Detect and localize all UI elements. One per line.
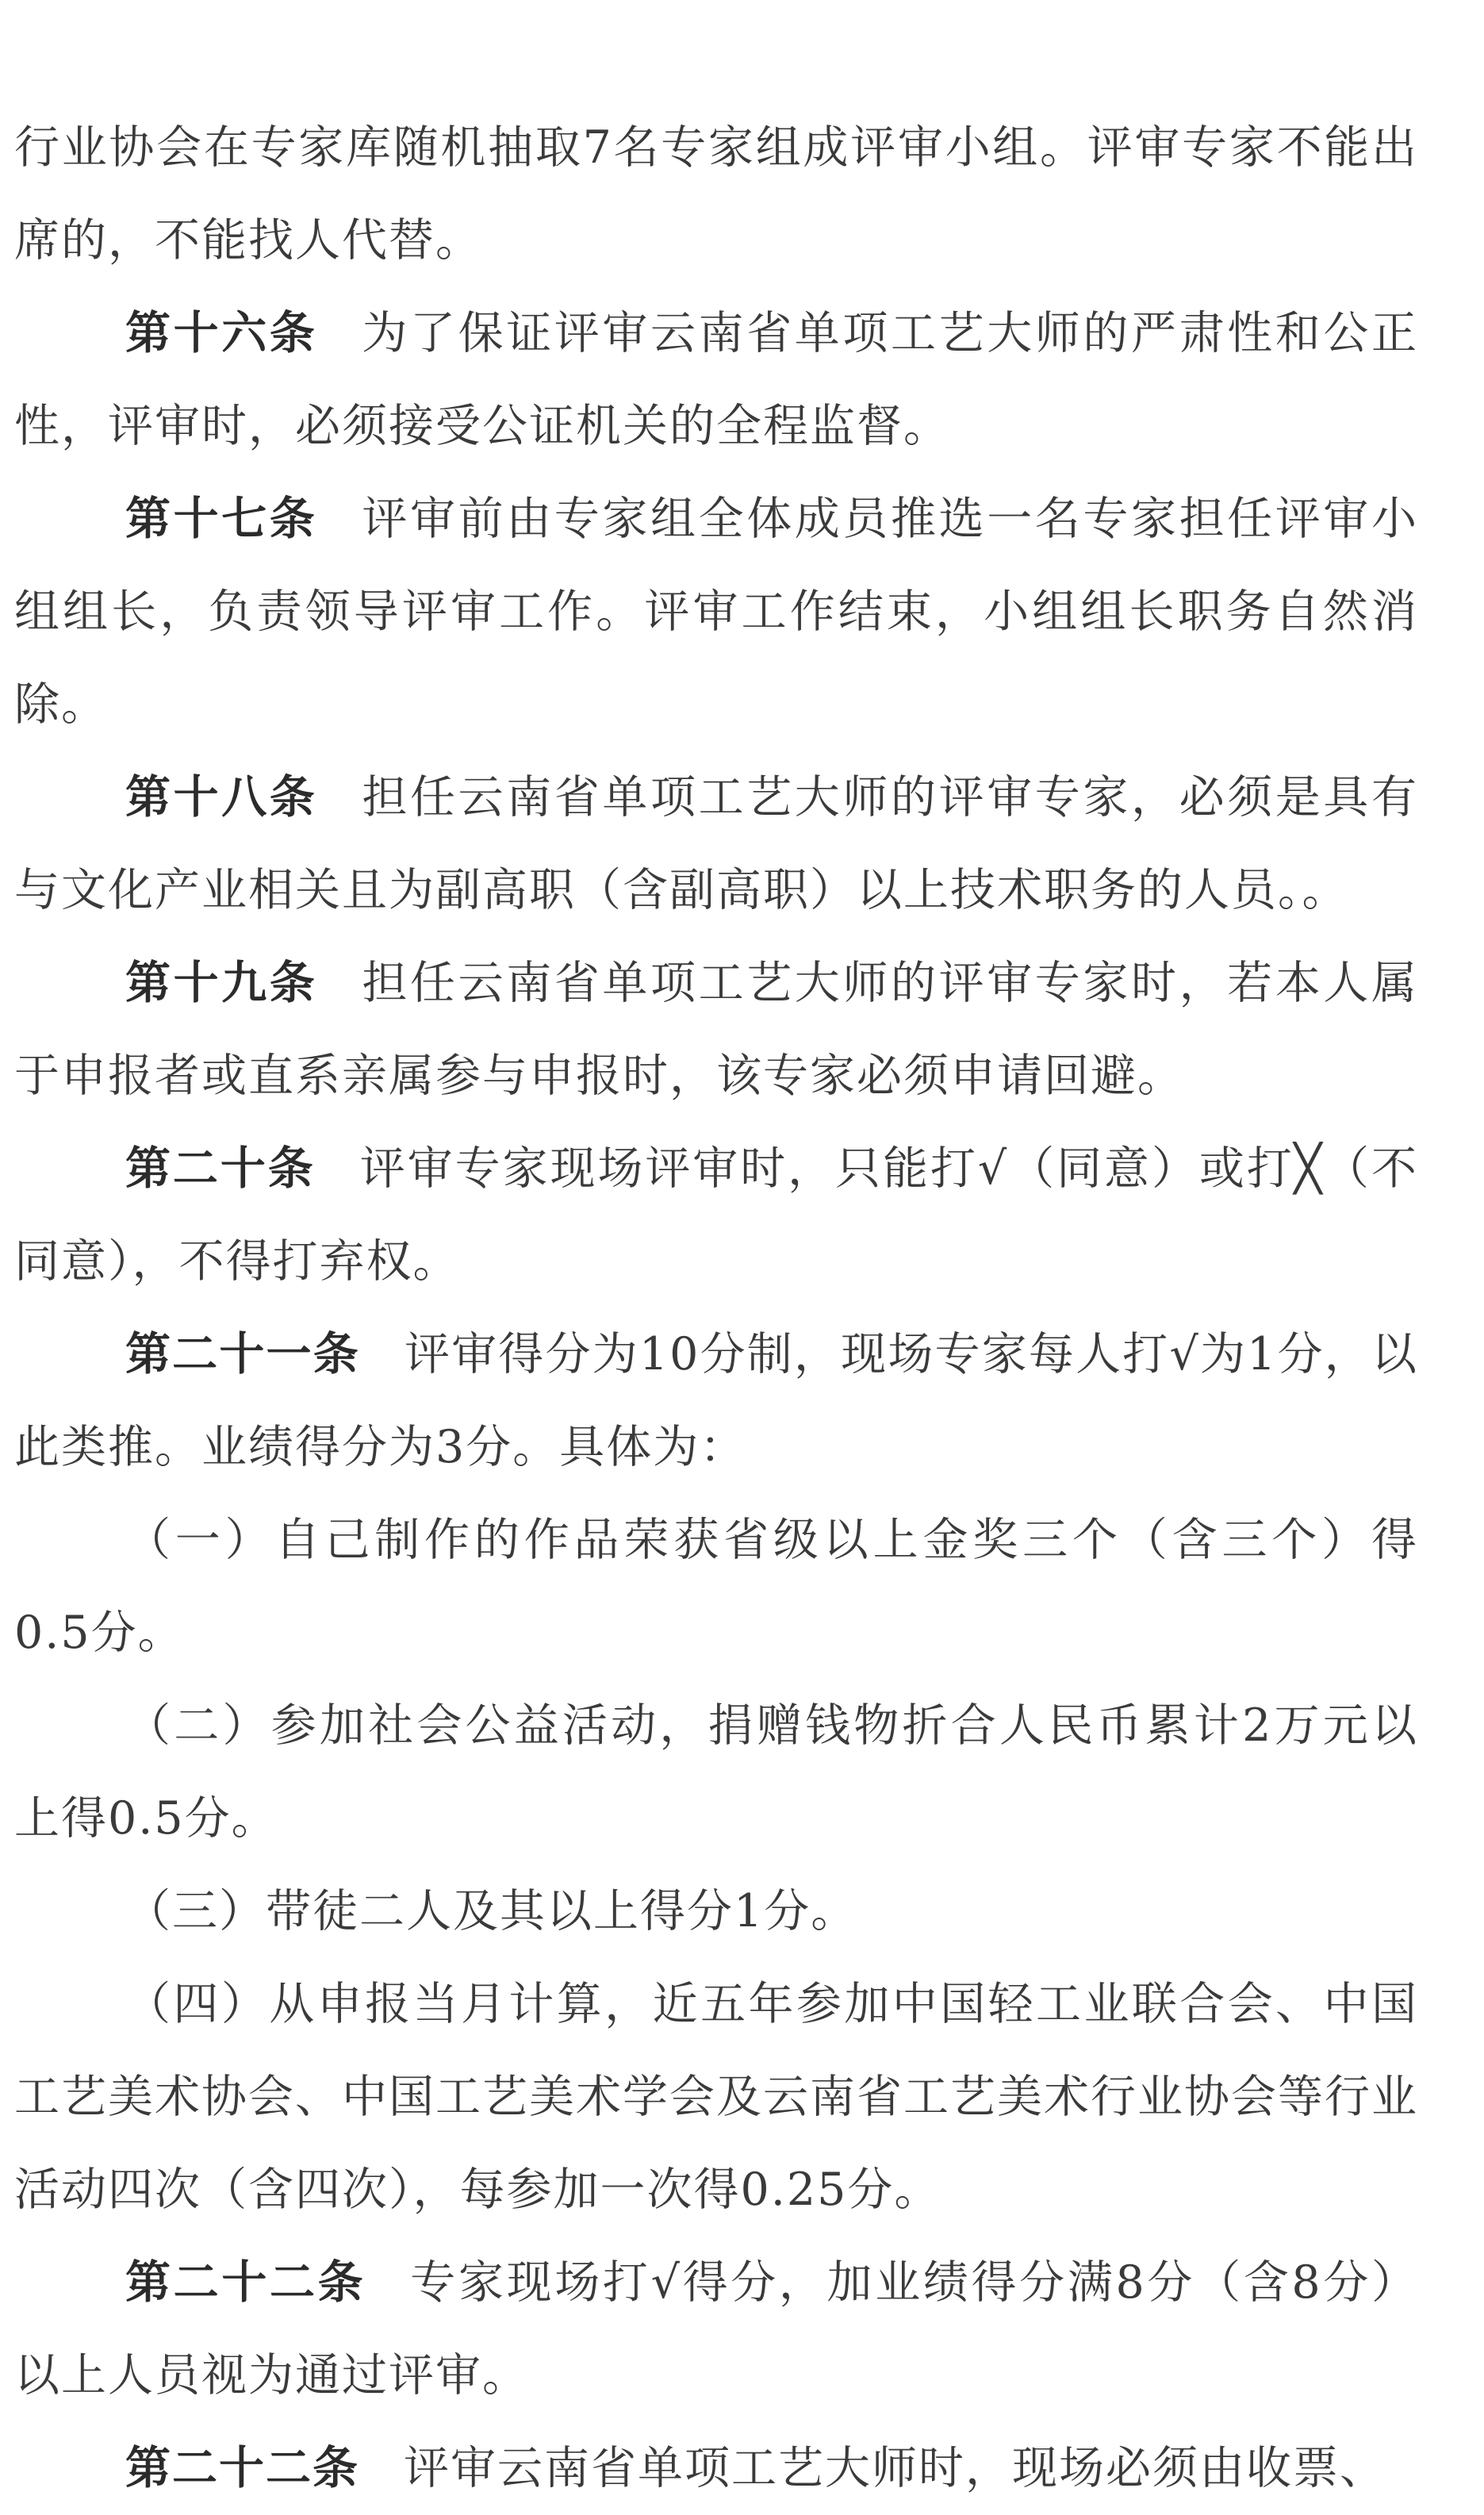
document-body (14, 102, 1418, 2515)
article-16 (14, 287, 1418, 473)
paragraph-text: 评审得分为10分制，现场专家每人打√为1分，以此类推。业绩得分为3分。具体为： (14, 1328, 1418, 1473)
list-item-4 (14, 1958, 1418, 2237)
article-22-continued (14, 2422, 1418, 2515)
paragraph-text: （二）参加社会公益活动，捐赠钱物折合人民币累计2万元以上得0.5分。 (14, 1699, 1418, 1845)
paragraph-text: 担任云南省单项工艺大师的评审专家时，若本人属于申报者或直系亲属参与申报时，该专家必须申请回避。 (14, 957, 1419, 1102)
article-heading: 第二十条 (125, 1142, 316, 1195)
paragraph-text: 为了保证评审云南省单项工艺大师的严肃性和公正性，评审时，必须接受公证机关的全程监督。 (14, 307, 1419, 452)
article-20 (14, 1123, 1418, 1308)
paragraph-text: 行业协会在专家库随机抽取7名专家组成评审小组。评审专家不能出席的，不能找人代替。 (14, 121, 1418, 267)
article-heading: 第二十二条 (125, 2256, 366, 2309)
paragraph-continuation (14, 102, 1418, 287)
article-18 (14, 751, 1418, 937)
article-19 (14, 937, 1418, 1123)
article-heading: 第二十二条 (125, 2442, 359, 2494)
article-heading: 第十八条 (125, 771, 318, 824)
article-17 (14, 473, 1418, 751)
article-heading: 第二十一条 (125, 1328, 360, 1380)
article-heading: 第十六条 (125, 307, 318, 359)
paragraph-text: （三）带徒二人及其以上得分1分。 (125, 1885, 858, 1937)
paragraph-text: （一）自己制作的作品荣获省级以上金奖三个（含三个）得0.5分。 (14, 1514, 1418, 1659)
article-21 (14, 1308, 1418, 1494)
list-item-1 (14, 1494, 1418, 1680)
paragraph-text: 评审前由专家组全体成员推选一名专家担任评审小组组长，负责领导评审工作。评审工作结束，小组组长职务自然消除。 (14, 493, 1419, 731)
list-item-3 (14, 1865, 1418, 1958)
paragraph-text: 担任云南省单项工艺大师的评审专家，必须是具有与文化产业相关且为副高职（含副高职）以上技术职务的人员。。 (14, 771, 1419, 916)
article-heading: 第十九条 (125, 957, 318, 1009)
paragraph-text: 评审专家现场评审时，只能打√（同意）或打╳（不同意），不得打弃权。 (14, 1142, 1418, 1288)
article-heading: 第十七条 (125, 493, 318, 545)
article-22 (14, 2237, 1418, 2422)
paragraph-text: 评审云南省单项工艺大师时，现场必须由收票、 (404, 2442, 1386, 2494)
paragraph-text: 专家现场打√得分，加业绩得分满8分（含8分）以上人员视为通过评审。 (14, 2256, 1418, 2402)
list-item-2 (14, 1680, 1418, 1865)
paragraph-text: （四）从申报当月计算，近五年参加中国轻工业联合会、中国工艺美术协会、中国工艺美术学会及云南省工艺美术行业协会等行业活动四次（含四次），每参加一次得0.25分。 (14, 1978, 1418, 2216)
